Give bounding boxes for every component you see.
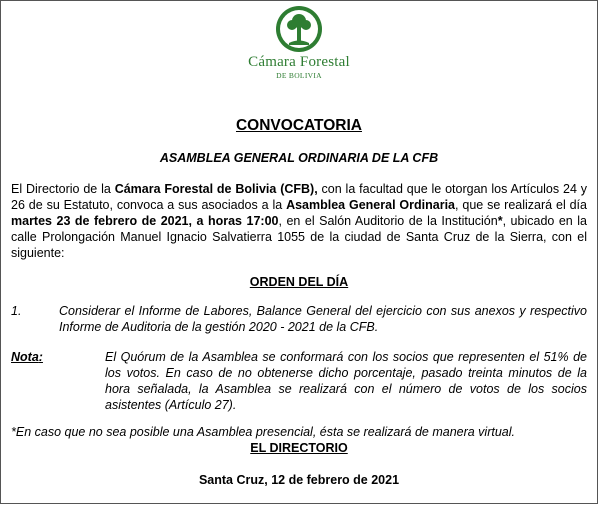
orden-title: ORDEN DEL DÍA: [249, 275, 349, 289]
nota-text: El Quórum de la Asamblea se conformará con los socios que representen el 51% de los votos. En caso de no obtenerse dicho porcentaje, pasado treinta minutos de la hora señalada, la Asamblea se realizará con el número de votos de los socios asistentes (Artículo 27).: [105, 350, 587, 412]
logo-name: Cámara Forestal: [248, 54, 350, 70]
intro-text: , en el Salón Auditorio de la Institución: [278, 214, 498, 228]
footnote: *En caso que no sea posible una Asamblea presencial, ésta se realizará de manera virtual.: [11, 425, 515, 439]
intro-bold: Asamblea General Ordinaria: [286, 198, 456, 212]
nota-colon: :: [38, 350, 43, 364]
orden-item: [11, 303, 587, 335]
intro-bold: martes 23 de febrero de 2021, a horas 17:00: [11, 214, 279, 228]
signature: EL DIRECTORIO: [250, 441, 348, 455]
intro-text: El Directorio de la: [11, 182, 115, 196]
intro-bold: Cámara Forestal de Bolivia (CFB),: [114, 182, 318, 196]
intro-text: , que se realizará el día: [455, 198, 587, 212]
page-title: CONVOCATORIA: [235, 117, 362, 134]
page-subtitle: ASAMBLEA GENERAL ORDINARIA DE LA CFB: [159, 151, 439, 165]
tree-logo-icon: [275, 5, 323, 53]
nota-label-text: Nota: [11, 350, 39, 364]
logo-subtitle: DE BOLIVIA: [276, 71, 322, 80]
nota-label: [11, 349, 43, 365]
intro-text: con la facultad que le otorgan los Artículos 24 y 26 de su Estatuto, convoca a sus asociados a la: [11, 182, 588, 212]
date-line: Santa Cruz, 12 de febrero de 2021: [198, 473, 400, 487]
orden-item-number: 1.: [11, 304, 22, 318]
intro-bold: *: [497, 214, 503, 228]
intro-text: , ubicado en la calle Prolongación Manuel Ignacio Salvatierra 1055 de la ciudad de Santa Cruz de la Sierra, con el siguiente:: [11, 214, 588, 260]
intro-paragraph: [11, 181, 587, 261]
orden-item-text: Considerar el Informe de Labores, Balance General del ejercicio con sus anexos y respectivo Informe de Auditoria de la gestión 2020 - 2021 de la CFB.: [59, 304, 587, 334]
cfb-logo: [1, 5, 597, 80]
nota-section: [11, 349, 587, 413]
